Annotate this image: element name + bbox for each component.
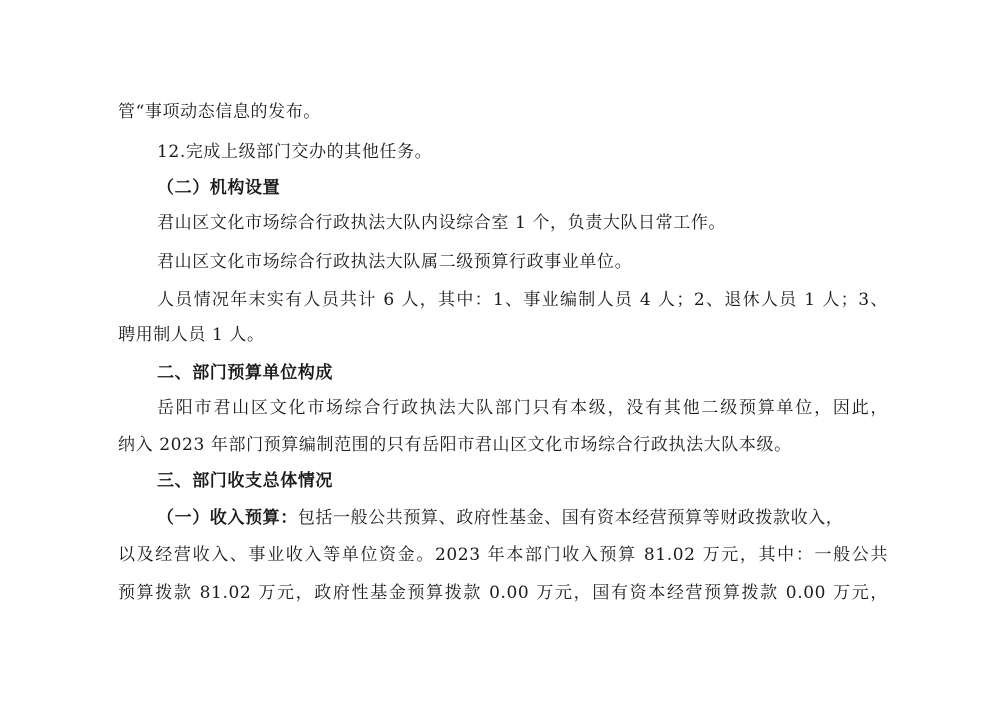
income-paragraph-line xyxy=(157,507,888,529)
body-text-line: 管“事项动态信息的发布。 xyxy=(118,102,321,122)
body-text-line: 人员情况年末实有人员共计 6 人，其中：1、事业编制人员 4 人；2、退休人员 1 人；3、 xyxy=(157,290,888,310)
body-text-line: 以及经营收入、事业收入等单位资金。2023 年本部门收入预算 81.02 万元，其中：一般公共 xyxy=(118,545,888,565)
body-text-line: 聘用制人员 1 人。 xyxy=(118,325,265,345)
section-heading: 三、部门收支总体情况 xyxy=(157,471,333,491)
body-text-line: 纳入 2023 年部门预算编制范围的只有岳阳市君山区文化市场综合行政执法大队本级。 xyxy=(118,435,792,455)
section-heading: （二）机构设置 xyxy=(157,178,281,198)
body-text-line: 岳阳市君山区文化市场综合行政执法大队部门只有本级，没有其他二级预算单位，因此， xyxy=(157,398,888,418)
body-text-line: 12.完成上级部门交办的其他任务。 xyxy=(157,142,433,162)
body-text-inline: 包括一般公共预算、政府性基金、国有资本经营预算等财政拨款收入， xyxy=(297,508,844,528)
body-text-line: 君山区文化市场综合行政执法大队属二级预算行政事业单位。 xyxy=(157,252,633,272)
section-heading: 二、部门预算单位构成 xyxy=(157,363,333,383)
body-text-line: 君山区文化市场综合行政执法大队内设综合室 1 个，负责大队日常工作。 xyxy=(157,213,727,233)
income-subheading: （一）收入预算： xyxy=(157,508,298,528)
body-text-line: 预算拨款 81.02 万元，政府性基金预算拨款 0.00 万元，国有资本经营预算拨款 0.00 万元， xyxy=(118,583,888,603)
